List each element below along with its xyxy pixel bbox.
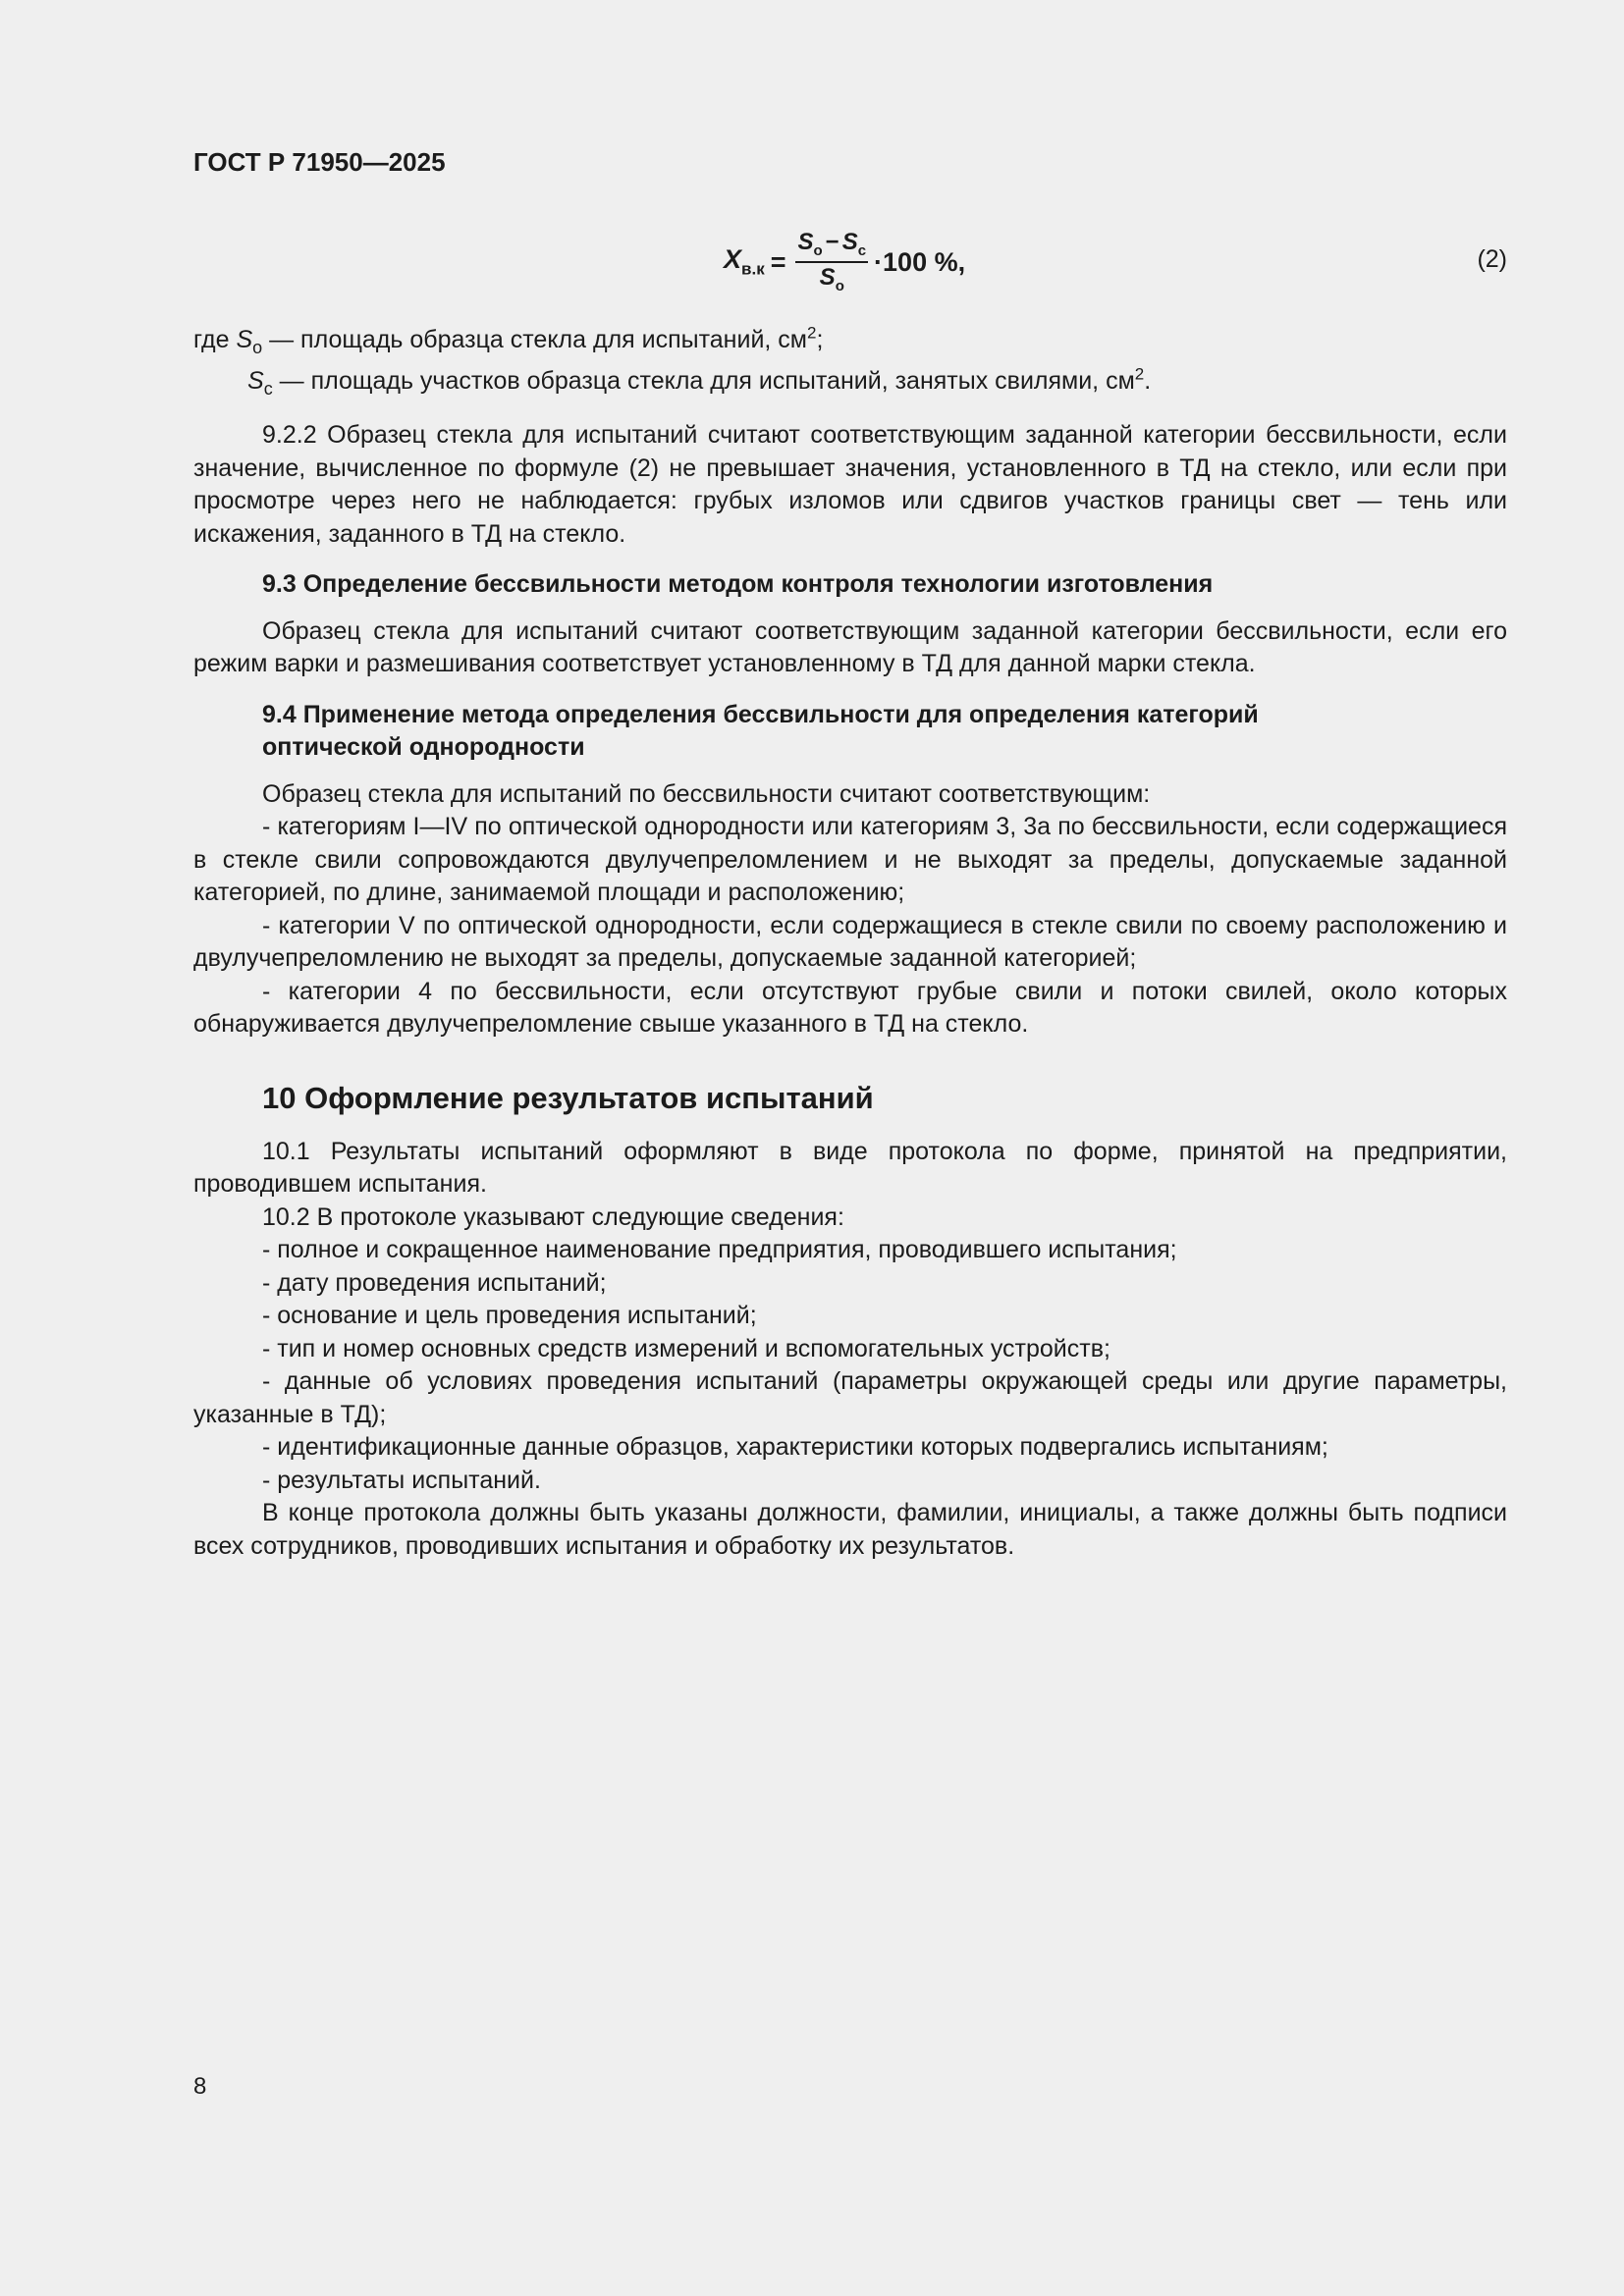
list-item: - категории 4 по бессвильности, если отсутствуют грубые свили и потоки свилей, около которых обнаруживается двулучепреломление свыше указанного в ТД на стекло. (193, 977, 1507, 1038)
list-item: - категориям I—IV по оптической однородности или категориям 3, 3а по бессвильности, если содержащиеся в стекле свили сопровождаются двулучепреломлением и не выходят за пределы, допускаемые заданной категорией, по длине, занимаемой площади и расположению; (193, 813, 1507, 906)
formula-equals: = (770, 246, 786, 277)
formula-tail: ·100 %, (874, 246, 966, 277)
paragraph-10-1: 10.1 Результаты испытаний оформляют в виде протокола по форме, принятой на предприятии, проводившем испытания. (193, 1137, 1507, 1198)
paragraph-9-2-2: 9.2.2 Образец стекла для испытаний считают соответствующим заданной категории бессвильности, если значение, вычисленное по формуле (2) не превышает значения, установленного в ТД на стекло, или если при просмотре через него не наблюдается: грубых изломов или сдвигов участков границы свет — тень или искажения, заданного в ТД на стекло. (193, 421, 1507, 548)
formula-number: (2) (1477, 245, 1507, 273)
heading-section-10: 10 Оформление результатов испытаний (262, 1080, 874, 1115)
paragraph-9-3: Образец стекла для испытаний считают соответствующим заданной категории бессвильности, если его режим варки и размешивания соответствует установленному в ТД для данной марки стекла. (193, 616, 1507, 677)
list-item: - результаты испытаний. (262, 1466, 541, 1494)
formula-2 (724, 228, 965, 296)
document-body (193, 324, 1507, 1563)
heading-9-4: 9.4 Применение метода определения бессвильности для определения категорий оптической однородности (262, 700, 1259, 761)
paragraph-9-4-intro: Образец стекла для испытаний по бессвильности считают соответствующим: (262, 779, 1151, 808)
formula-fraction (795, 231, 868, 294)
where-s0: где $S_о$ — площадь образца стекла для испытаний, $см^2$; (193, 323, 824, 357)
list-item: - дату проведения испытаний; (262, 1268, 607, 1297)
formula-denominator: $S_о$ (819, 264, 844, 294)
where-sc: $S_с$ — площадь участков образца стекла для испытаний, занятых свилями, $см^2$. (247, 364, 1152, 399)
document-code-header: ГОСТ Р 71950—2025 (193, 147, 446, 177)
formula-block (193, 228, 1507, 296)
paragraph-10-closing: В конце протокола должны быть указаны должности, фамилии, инициалы, а также должны быть подписи всех сотрудников, проводивших испытания и обработку их результатов. (193, 1499, 1507, 1560)
paragraph-10-2: 10.2 В протоколе указывают следующие сведения: (262, 1202, 844, 1231)
list-item: - категории V по оптической однородности, если содержащиеся в стекле свили по своему расположению и двулучепреломлению не выходят за пределы, допускаемые заданной категорией; (193, 911, 1507, 972)
formula-numerator: $S_о - S_с$ (795, 231, 868, 263)
list-item: - основание и цель проведения испытаний; (262, 1302, 757, 1329)
heading-9-3: 9.3 Определение бессвильности методом контроля технологии изготовления (262, 570, 1214, 598)
list-item: - идентификационные данные образцов, характеристики которых подвергались испытаниям; (262, 1433, 1328, 1461)
list-item: - тип и номер основных средств измерений и вспомогательных устройств; (262, 1334, 1110, 1362)
formula-lhs: $X_{в.к}$ (724, 244, 765, 279)
list-item: - полное и сокращенное наименование предприятия, проводившего испытания; (262, 1236, 1177, 1263)
list-item: - данные об условиях проведения испытаний (параметры окружающей среды или другие параметры, указанные в ТД); (193, 1367, 1507, 1428)
page-number: 8 (193, 2073, 207, 2100)
